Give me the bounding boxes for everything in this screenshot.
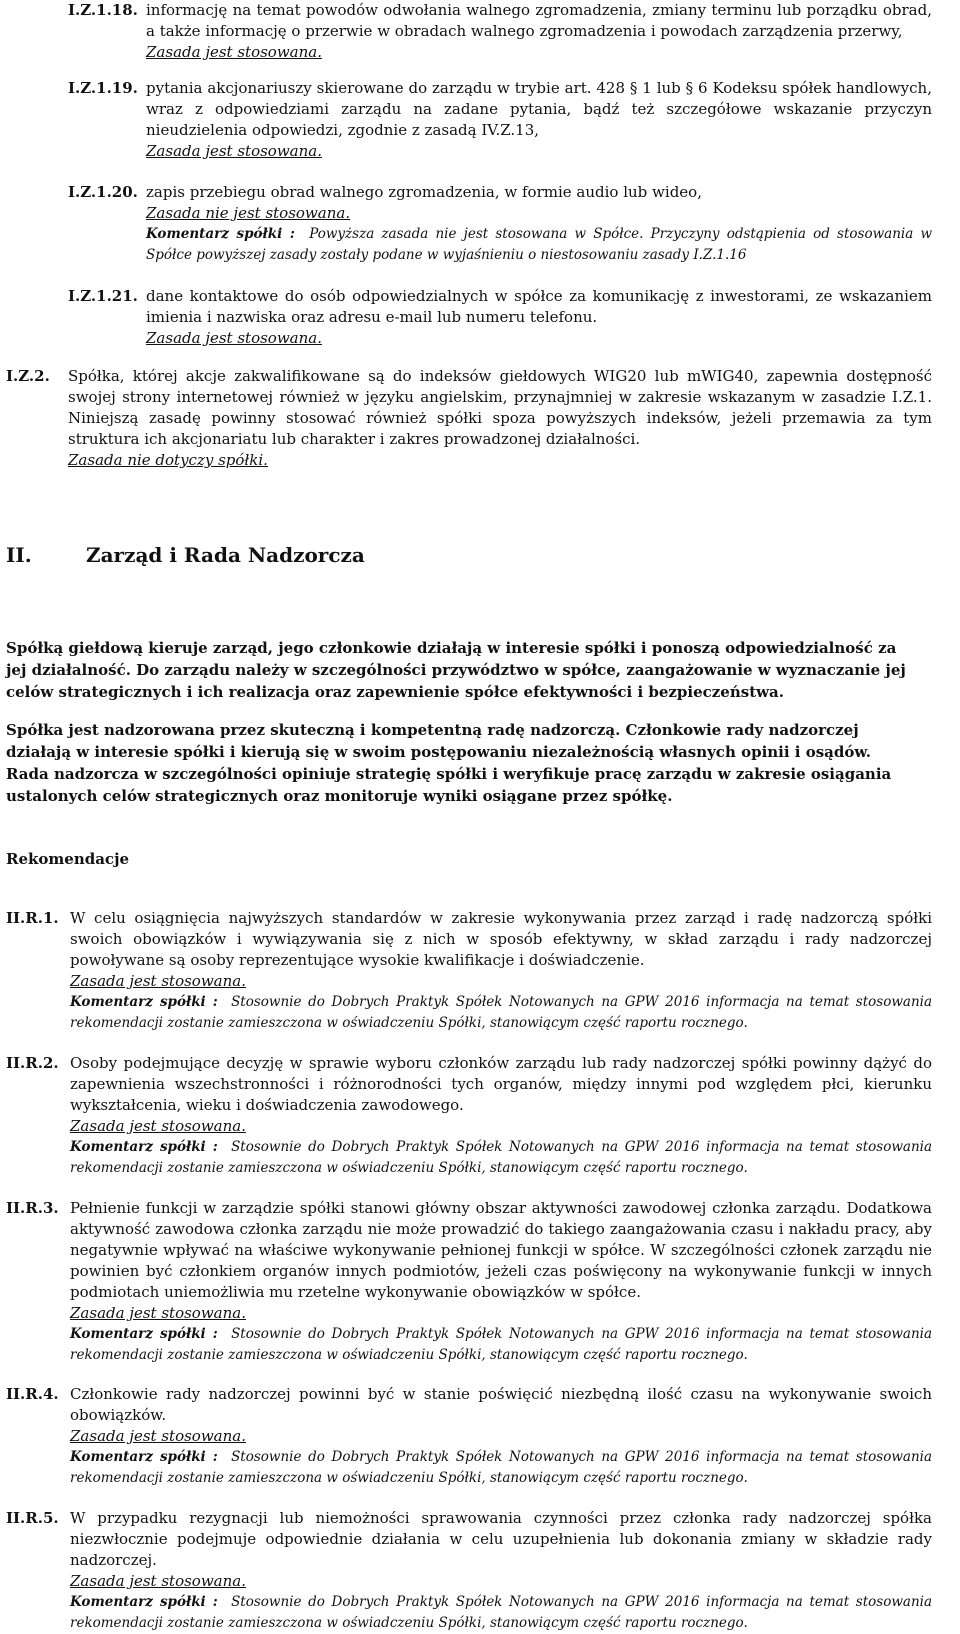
recommendation-number: II.R.3. [6, 1199, 59, 1217]
principle-text: dane kontaktowe do osób odpowiedzialnych w spółce za komunikację z inwestorami, ze wskazaniem imienia i nazwiska oraz adresu e-mail lub numeru telefonu. [146, 287, 932, 326]
recommendation-text: W przypadku rezygnacji lub niemożności sprawowania czynności przez członka rady nadzorczej spółka niezwłocznie podejmuje odpowiednie działania w celu uzupełnienia lub dokonania zmiany w składzie rady nadzorczej. [70, 1509, 932, 1569]
principle-text: Spółka, której akcje zakwalifikowane są do indeksów giełdowych WIG20 lub mWIG40, zapewnia dostępność swojej strony internetowej również w języku angielskim, przynajmniej w zakresie wskazanym w zasadzie I.Z.1. Niniejszą zasadę powinny stosować również spółki spoza powyższych indeksów, jeżeli przemawia za tym struktura ich akcjonariatu lub charakter i zakres prowadzonej działalności. [68, 367, 932, 448]
principle-number: I.Z.1.19. [68, 79, 138, 97]
recommendation-number: II.R.4. [6, 1385, 59, 1403]
recommendation-number: II.R.2. [6, 1054, 59, 1072]
status-note: Zasada nie jest stosowana. [146, 204, 351, 222]
status-note: Zasada nie dotyczy spółki. [68, 451, 268, 469]
recommendation-text: Członkowie rady nadzorczej powinni być w stanie poświęcić niezbędną ilość czasu na wykonywanie swoich obowiązków. [70, 1385, 932, 1424]
principle-body [146, 78, 932, 162]
company-comment [146, 224, 932, 266]
comment-label: Komentarz spółki : [70, 1139, 218, 1155]
status-note: Zasada jest stosowana. [70, 1427, 246, 1445]
principle-number: I.Z.2. [6, 367, 50, 385]
comment-text: Stosownie do Dobrych Praktyk Spółek Notowanych na GPW 2016 informacja na temat stosowania rekomendacji zostanie zamieszczona w oświadczeniu Spółki, stanowiącym część raportu rocznego. [70, 1594, 932, 1631]
company-comment [70, 1447, 932, 1489]
status-note: Zasada jest stosowana. [146, 142, 322, 160]
principle-body [68, 366, 932, 471]
recommendation-body [70, 1198, 932, 1366]
recommendation-body [70, 1508, 932, 1634]
comment-text: Stosownie do Dobrych Praktyk Spółek Notowanych na GPW 2016 informacja na temat stosowania rekomendacji zostanie zamieszczona w oświadczeniu Spółki, stanowiącym część raportu rocznego. [70, 1139, 932, 1176]
comment-text: Stosownie do Dobrych Praktyk Spółek Notowanych na GPW 2016 informacja na temat stosowania rekomendacji zostanie zamieszczona w oświadczeniu Spółki, stanowiącym część raportu rocznego. [70, 994, 932, 1031]
comment-label: Komentarz spółki : [70, 994, 218, 1010]
status-note: Zasada jest stosowana. [70, 1572, 246, 1590]
section-intro-paragraph-1: Spółką giełdową kieruje zarząd, jego członkowie działają w interesie spółki i ponoszą odpowiedzialność za jej działalność. Do zarządu należy w szczególności przywództwo w spółce, zaangażowanie w wyznaczanie jej celów strategicznych i ich realizacja oraz zapewnienie spółce efektywności i bezpieczeństwa. [6, 639, 906, 701]
status-note: Zasada jest stosowana. [146, 329, 322, 347]
recommendation-body [70, 908, 932, 1034]
principle-text: pytania akcjonariuszy skierowane do zarządu w trybie art. 428 § 1 lub § 6 Kodeksu spółek handlowych, wraz z odpowiedziami zarządu na zadane pytania, bądź też szczegółowe wskazanie przyczyn nieudzielenia odpowiedzi, zgodnie z zasadą IV.Z.13, [146, 79, 932, 139]
recommendations-heading: Rekomendacje [6, 850, 130, 868]
section-intro-paragraph-2: Spółka jest nadzorowana przez skuteczną i kompetentną radę nadzorczą. Członkowie rady nadzorczej działają w interesie spółki i kierują się w swoim postępowaniu niezależnością własnych opinii i osądów. Rada nadzorcza w szczególności opiniuje strategię spółki i weryfikuje pracę zarządu w zakresie osiągania ustalonych celów strategicznych oraz monitoruje wyniki osiągane przez spółkę. [6, 721, 892, 805]
principle-number: I.Z.1.21. [68, 287, 138, 305]
company-comment [70, 1324, 932, 1366]
section-number: II. [6, 543, 32, 567]
recommendation-number: II.R.5. [6, 1509, 59, 1527]
comment-label: Komentarz spółki : [70, 1594, 218, 1610]
recommendation-text: Pełnienie funkcji w zarządzie spółki stanowi główny obszar aktywności zawodowej członka zarządu. Dodatkowa aktywność zawodowa członka zarządu nie może prowadzić do takiego zaangażowania czasu i nakładu pracy, aby negatywnie wpływać na właściwe wykonywanie pełnionej funkcji w spółce. W szczególności członek zarządu nie powinien być członkiem organów innych podmiotów, jeżeli czas poświęcony na wykonywanie funkcji w innych podmiotach uniemożliwia mu rzetelne wykonywanie obowiązków w spółce. [70, 1199, 932, 1301]
principle-body [146, 182, 932, 266]
company-comment [70, 1137, 932, 1179]
comment-label: Komentarz spółki : [70, 1326, 218, 1342]
comment-label: Komentarz spółki : [70, 1449, 218, 1465]
comment-text: Stosownie do Dobrych Praktyk Spółek Notowanych na GPW 2016 informacja na temat stosowania rekomendacji zostanie zamieszczona w oświadczeniu Spółki, stanowiącym część raportu rocznego. [70, 1326, 932, 1363]
recommendation-number: II.R.1. [6, 909, 59, 927]
recommendation-text: Osoby podejmujące decyzję w sprawie wyboru członków zarządu lub rady nadzorczej spółki powinny dążyć do zapewnienia wszechstronności i różnorodności tych organów, między innymi pod względem płci, kierunku wykształcenia, wieku i doświadczenia zawodowego. [70, 1054, 932, 1114]
recommendation-body [70, 1384, 932, 1489]
principle-number: I.Z.1.18. [68, 1, 138, 19]
principle-body [146, 0, 932, 63]
principle-number: I.Z.1.20. [68, 183, 138, 201]
company-comment [70, 992, 932, 1034]
comment-text: Stosownie do Dobrych Praktyk Spółek Notowanych na GPW 2016 informacja na temat stosowania rekomendacji zostanie zamieszczona w oświadczeniu Spółki, stanowiącym część raportu rocznego. [70, 1449, 932, 1486]
status-note: Zasada jest stosowana. [70, 1117, 246, 1135]
status-note: Zasada jest stosowana. [70, 972, 246, 990]
recommendation-body [70, 1053, 932, 1179]
principle-text: informację na temat powodów odwołania walnego zgromadzenia, zmiany terminu lub porządku obrad, a także informację o przerwie w obradach walnego zgromadzenia i powodach zarządzenia przerwy, [146, 1, 932, 40]
comment-text: Powyższa zasada nie jest stosowana w Spółce. Przyczyny odstąpienia od stosowania w Spółce powyższej zasady zostały podane w wyjaśnieniu o niestosowaniu zasady I.Z.1.16 [146, 226, 933, 263]
principle-body [146, 286, 932, 349]
comment-label: Komentarz spółki : [146, 226, 295, 242]
company-comment [70, 1592, 932, 1634]
section-title: Zarząd i Rada Nadzorcza [86, 543, 365, 567]
status-note: Zasada jest stosowana. [70, 1304, 246, 1322]
status-note: Zasada jest stosowana. [146, 43, 322, 61]
principle-text: zapis przebiegu obrad walnego zgromadzenia, w formie audio lub wideo, [146, 183, 702, 201]
recommendation-text: W celu osiągnięcia najwyższych standardów w zakresie wykonywania przez zarząd i radę nadzorczą spółki swoich obowiązków i wywiązywania się z nich w sposób efektywny, w skład zarządu i rady nadzorczej powoływane są osoby reprezentujące wysokie kwalifikacje i doświadczenie. [70, 909, 932, 969]
